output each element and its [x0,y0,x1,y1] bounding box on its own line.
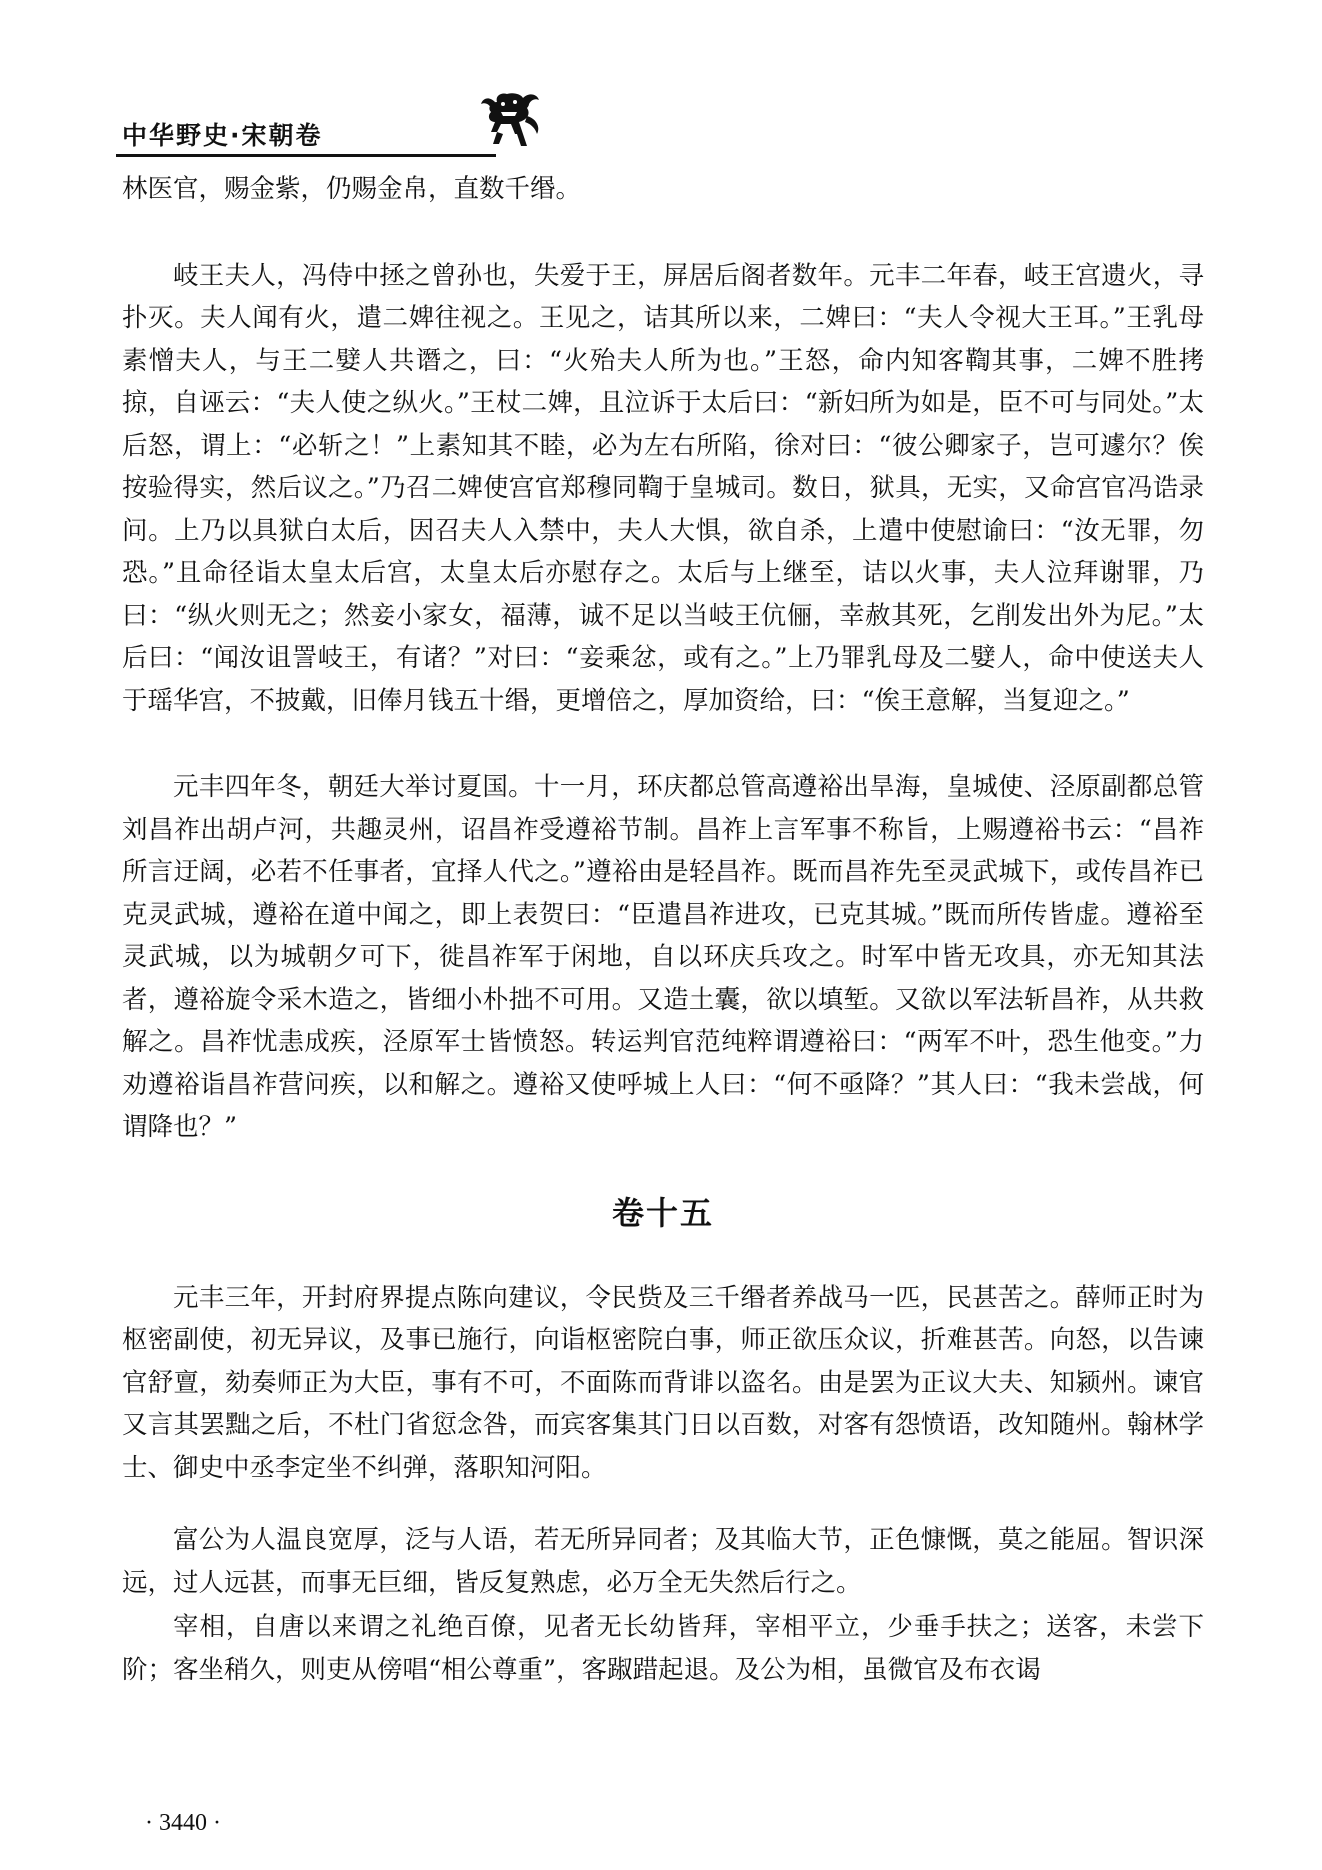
paragraph-continued: 林医官，赐金紫，仍赐金帛，直数千缗。 [122,174,582,204]
paragraph-yuanfeng-campaign: 元丰四年冬，朝廷大举讨夏国。十一月，环庆都总管高遵裕出旱海，皇城使、泾原副都总管刘昌祚出胡卢河，共趣灵州，诏昌祚受遵裕节制。昌祚上言军事不称旨，上赐遵裕书云：“昌祚所言迂阔，必若不任事者，宜择人代之。”遵裕由是轻昌祚。既而昌祚先至灵武城下，或传昌祚已克灵武城，遵裕在道中闻之，即上表贺曰：“臣遣昌祚进攻，已克其城。”既而所传皆虚。遵裕至灵武城，以为城朝夕可下，徙昌祚军于闲地，自以环庆兵攻之。时军中皆无攻具，亦无知其法者，遵裕旋令采木造之，皆细小朴拙不可用。又造土囊，欲以填堑。又欲以军法斩昌祚，从共救解之。昌祚忧恚成疾，泾原军士皆愤怒。转运判官范纯粹谓遵裕曰：“两军不叶，恐生他变。”力劝遵裕诣昌祚营问疾，以和解之。遵裕又使呼城上人曰：“何不亟降？”其人曰：“我未尝战，何谓降也？” [122,772,1204,1142]
paragraph-qiwang-wife: 岐王夫人，冯侍中拯之曾孙也，失爱于王，屏居后阁者数年。元丰二年春，岐王宫遗火，寻扑灭。夫人闻有火，遣二婢往视之。王见之，诘其所以来，二婢曰：“夫人令视大王耳。”王乳母素憎夫人，与王二嬖人共谮之，曰：“火殆夫人所为也。”王怒，命内知客鞫其事，二婢不胜拷掠，自诬云：“夫人使之纵火。”王杖二婢，且泣诉于太后曰：“新妇所为如是，臣不可与同处。”太后怒，谓上：“必斩之！”上素知其不睦，必为左右所陷，徐对曰：“彼公卿家子，岂可遽尔？俟按验得实，然后议之。”乃召二婢使宫官郑穆同鞫于皇城司。数日，狱具，无实，又命宫官冯诰录问。上乃以具狱白太后，因召夫人入禁中，夫人大惧，欲自杀，上遣中使慰谕曰：“汝无罪，勿恐。”且命径诣太皇太后宫，太皇太后亦慰存之。太后与上继至，诘以火事，夫人泣拜谢罪，乃曰：“纵火则无之；然妾小家女，福薄，诚不足以当岐王伉俪，幸赦其死，乞削发出外为尼。”太后曰：“闻汝诅詈岐王，有诸？”对曰：“妾乘忿，或有之。”上乃罪乳母及二嬖人，命中使送夫人于瑶华宫，不披戴，旧俸月钱五十缗，更增倍之，厚加资给，曰：“俟王意解，当复迎之。” [122,260,1204,716]
running-header [122,88,522,158]
paragraph-fugong: 富公为人温良宽厚，泛与人语，若无所异同者；及其临大节，正色慷慨，莫之能屈。智识深远，过人远甚，而事无巨细，皆反复熟虑，必万全无失然后行之。 [122,1525,1204,1598]
page-body [122,168,1204,1691]
paragraph-prime-minister: 宰相，自唐以来谓之礼绝百僚，见者无长幼皆拜，宰相平立，少垂手扶之；送客，未尝下阶；客坐稍久，则吏从傍唱“相公尊重”，客踧踖起退。及公为相，虽微官及布衣谒 [122,1612,1204,1685]
dragon-logo-icon [477,88,545,150]
header-rule [116,154,496,157]
paragraph-warhorse-policy: 元丰三年，开封府界提点陈向建议，令民赀及三千缗者养战马一匹，民甚苦之。薛师正时为枢密副使，初无异议，及事已施行，向诣枢密院白事，师正欲压众议，折难甚苦。向怒，以告谏官舒亶，劾奏师正为大臣，事有不可，不面陈而背诽以盗名。由是罢为正议大夫、知颍州。谏官又言其罢黜之后，不杜门省愆念咎，而宾客集其门日以百数，对客有怨愤语，改知随州。翰林学士、御史中丞李定坐不纠弹，落职知河阳。 [122,1282,1204,1483]
book-title: 中华野史·宋朝卷 [122,121,323,150]
chapter-title: 卷十五 [611,1193,714,1232]
page-number: · 3440 · [145,1810,221,1836]
